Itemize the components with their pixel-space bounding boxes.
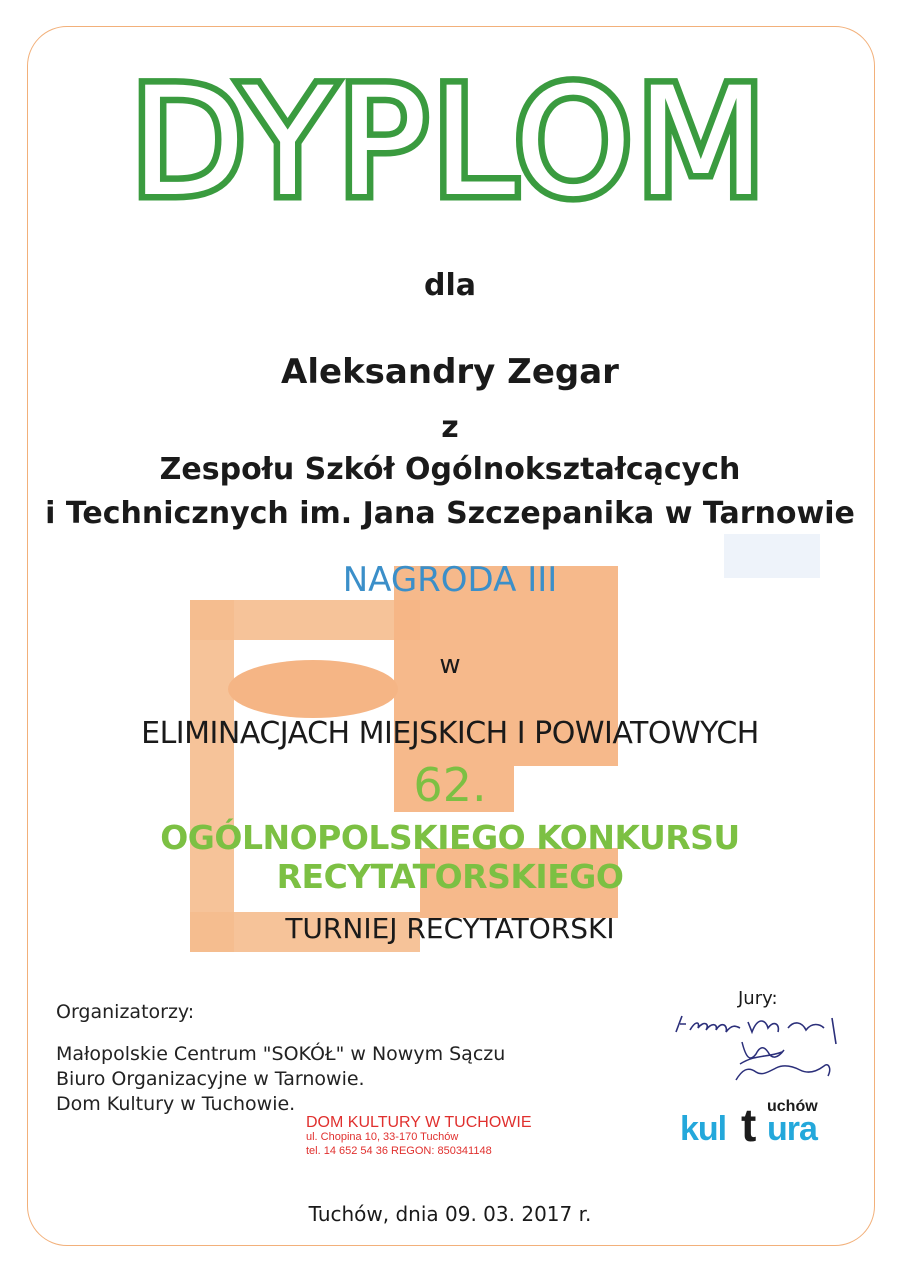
recipient-name: Aleksandry Zegar xyxy=(281,352,619,392)
logo-part-tuchow: uchów xyxy=(767,1098,818,1115)
logo-part-ura: ura xyxy=(767,1110,817,1148)
jury-label: Jury: xyxy=(738,988,778,1009)
emblem-bar-top xyxy=(190,600,420,640)
school-line-1: Zespołu Szkół Ogólnokształcących xyxy=(159,452,741,487)
in-label: w xyxy=(439,650,461,680)
jury-signatures xyxy=(656,1002,856,1098)
kultura-tuchow-logo xyxy=(680,1098,840,1152)
stamp-line-1: DOM KULTURY W TUCHOWIE xyxy=(306,1114,532,1131)
for-label: dla xyxy=(423,268,476,303)
logo-part-t: t xyxy=(741,1099,757,1151)
school-name xyxy=(0,448,900,536)
logo-part-kul: kul xyxy=(680,1110,727,1148)
stamp-line-2: ul. Chopina 10, 33-170 Tuchów xyxy=(306,1131,459,1143)
organizer-line: Dom Kultury w Tuchowie. xyxy=(56,1093,296,1115)
organizer-line: Małopolskie Centrum "SOKÓŁ" w Nowym Sączu xyxy=(56,1043,506,1065)
diploma-title: DYPLOM xyxy=(130,56,770,230)
school-line-2: i Technicznych im. Jana Szczepanika w Tarnowie xyxy=(45,496,855,531)
organizers-list xyxy=(56,1042,505,1117)
issue-date: Tuchów, dnia 09. 03. 2017 r. xyxy=(308,1202,592,1226)
award-title: NAGRODA III xyxy=(342,560,558,600)
from-label: z xyxy=(441,410,459,445)
stamp-line-3: tel. 14 652 54 36 REGON: 850341148 xyxy=(306,1145,492,1157)
institution-stamp xyxy=(306,1116,532,1158)
eliminations-label: ELIMINACJACH MIEJSKICH I POWIATOWYCH xyxy=(141,716,759,751)
organizers-label: Organizatorzy: xyxy=(56,1001,195,1023)
organizer-line: Biuro Organizacyjne w Tarnowie. xyxy=(56,1068,365,1090)
edition-number: 62. xyxy=(413,758,487,812)
contest-name: OGÓLNOPOLSKIEGO KONKURSU RECYTATORSKIEGO xyxy=(160,818,740,896)
category-label: TURNIEJ RECYTATORSKI xyxy=(285,912,615,945)
